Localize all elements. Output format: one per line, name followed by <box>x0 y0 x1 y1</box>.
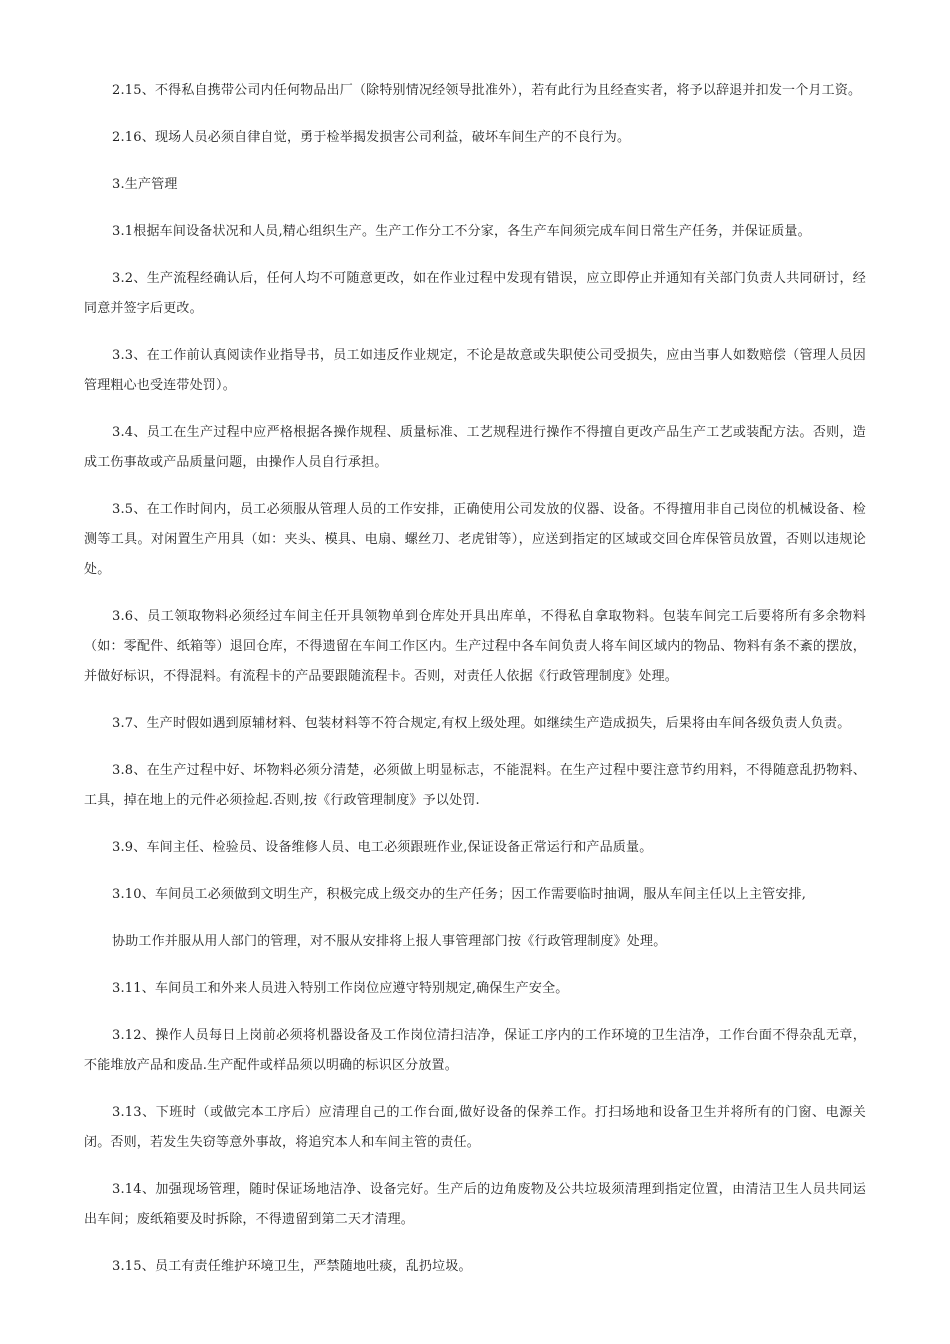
clause-2-16: 2.16、现场人员必须自律自觉，勇于检举揭发损害公司利益，破坏车间生产的不良行为。 <box>112 130 631 145</box>
clause-2-15: 2.15、不得私自携带公司内任何物品出厂（除特别情况经领导批准外），若有此行为且经查实者，将予以辞退并扣发一个月工资。 <box>112 83 862 98</box>
clause-3-15: 3.15、员工有责任维护环境卫生，严禁随地吐痰，乱扔垃圾。 <box>112 1259 472 1274</box>
clause-3-14: 3.14、加强现场管理，随时保证场地洁净、设备完好。生产后的边角废物及公共垃圾须清理到指定位置，由清洁卫生人员共同运出车间；废纸箱要及时拆除，不得遗留到第二天才清理。 <box>84 1182 866 1227</box>
clause-3-10-continued: 协助工作并服从用人部门的管理，对不服从安排将上报人事管理部门按《行政管理制度》处理。 <box>112 934 667 949</box>
clause-3-7: 3.7、生产时假如遇到原辅材料、包装材料等不符合规定,有权上级处理。如继续生产造成损失，后果将由车间各级负责人负责。 <box>112 716 851 731</box>
clause-3-13: 3.13、下班时（或做完本工序后）应清理自己的工作台面,做好设备的保养工作。打扫场地和设备卫生并将所有的门窗、电源关闭。否则，若发生失窃等意外事故，将追究本人和车间主管的责任。 <box>84 1105 866 1150</box>
clause-3-11: 3.11、车间员工和外来人员进入特别工作岗位应遵守特别规定,确保生产安全。 <box>112 981 569 996</box>
clause-3-3: 3.3、在工作前认真阅读作业指导书，员工如违反作业规定，不论是故意或失职使公司受损失，应由当事人如数赔偿（管理人员因管理粗心也受连带处罚）。 <box>84 348 866 393</box>
clause-3-6: 3.6、员工领取物料必须经过车间主任开具领物单到仓库处开具出库单，不得私自拿取物料。包装车间完工后要将所有多余物料（如：零配件、纸箱等）退回仓库，不得遗留在车间工作区内。生产过程中各车间负责人将车间区域内的物品、物料有条不紊的摆放，并做好标识，不得混料。有流程卡的产品要跟随流程卡。否则，对责任人依据《行政管理制度》处理。 <box>84 609 866 684</box>
clause-3-9: 3.9、车间主任、检验员、设备维修人员、电工必须跟班作业,保证设备正常运行和产品质量。 <box>112 840 653 855</box>
clause-3-1: 3.1根据车间设备状况和人员,精心组织生产。生产工作分工不分家，各生产车间须完成车间日常生产任务，并保证质量。 <box>112 224 811 239</box>
clause-3-2: 3.2、生产流程经确认后，任何人均不可随意更改，如在作业过程中发现有错误，应立即停止并通知有关部门负责人共同研讨，经同意并签字后更改。 <box>84 271 866 316</box>
clause-3-8: 3.8、在生产过程中好、坏物料必须分清楚，必须做上明显标志，不能混料。在生产过程中要注意节约用料，不得随意乱扔物料、工具，掉在地上的元件必须捡起.否则,按《行政管理制度》予以处罚. <box>84 763 866 808</box>
clause-3-10: 3.10、车间员工必须做到文明生产，积极完成上级交办的生产任务；因工作需要临时抽调，服从车间主任以上主管安排, <box>112 887 807 902</box>
section-heading-production-management: 3.生产管理 <box>112 177 178 192</box>
clause-3-12: 3.12、操作人员每日上岗前必须将机器设备及工作岗位清扫洁净，保证工序内的工作环境的卫生洁净，工作台面不得杂乱无章，不能堆放产品和废品.生产配件或样品须以明确的标识区分放置。 <box>84 1028 866 1073</box>
clause-3-5: 3.5、在工作时间内，员工必须服从管理人员的工作安排，正确使用公司发放的仪器、设备。不得擅用非自己岗位的机械设备、检测等工具。对闲置生产用具（如：夹头、模具、电扇、螺丝刀、老虎钳等），应送到指定的区域或交回仓库保管员放置，否则以违规论处。 <box>84 502 866 577</box>
clause-3-4: 3.4、员工在生产过程中应严格根据各操作规程、质量标准、工艺规程进行操作不得擅自更改产品生产工艺或装配方法。否则，造成工伤事故或产品质量问题，由操作人员自行承担。 <box>84 425 866 470</box>
